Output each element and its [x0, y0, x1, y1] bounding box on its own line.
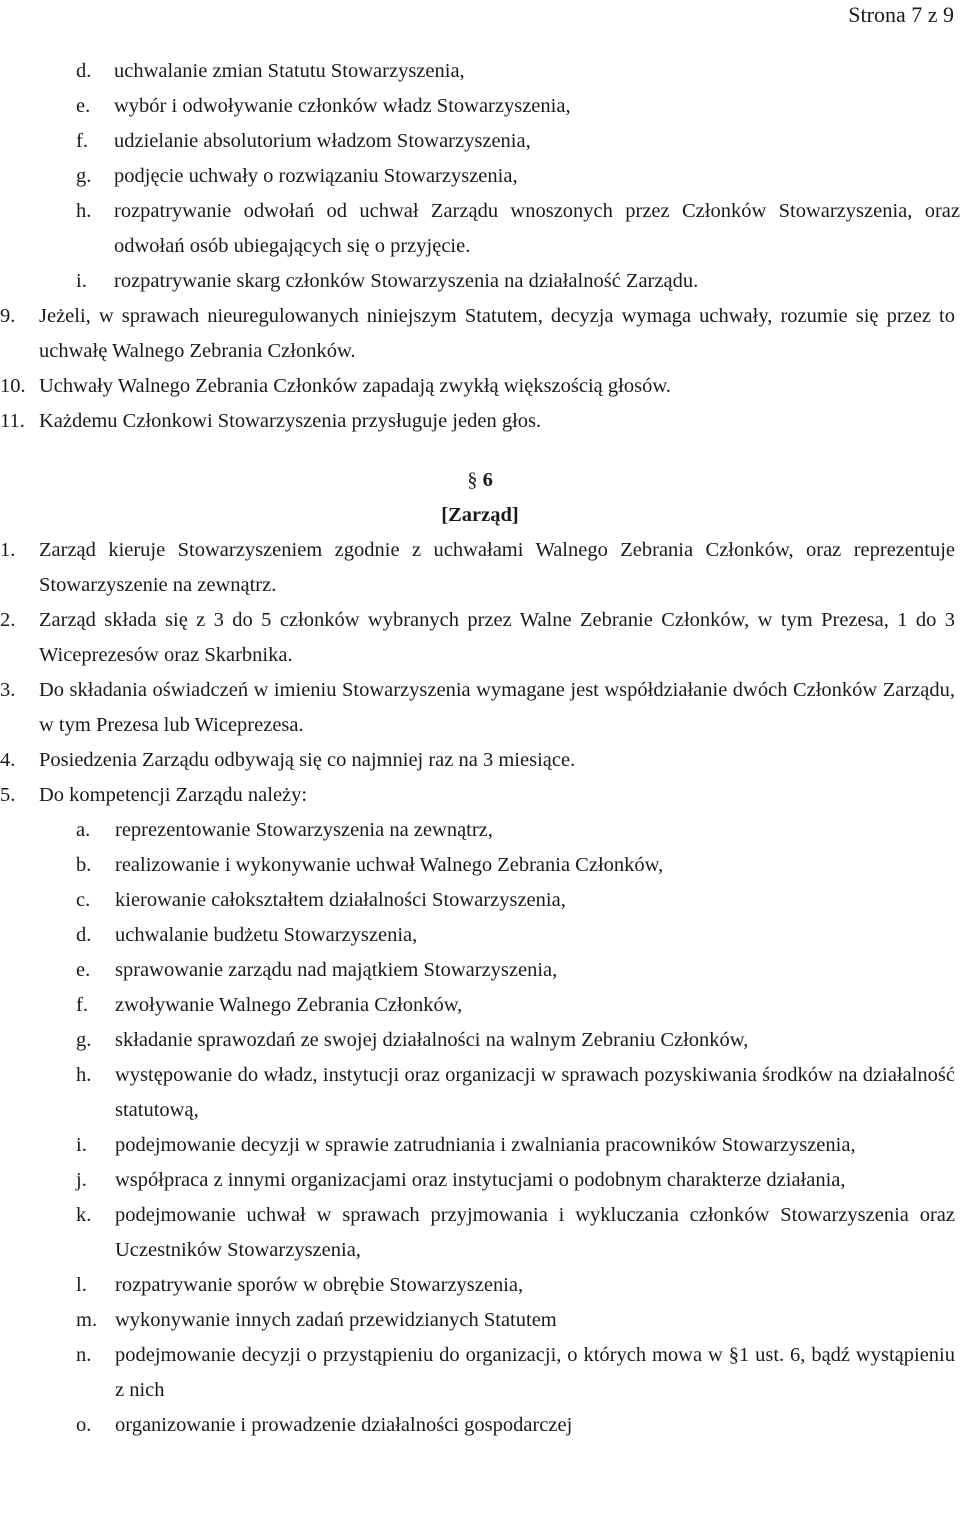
item-letter: m. [76, 1309, 98, 1331]
item-text: podejmowanie decyzji w sprawie zatrudniania i zwalniania pracowników Stowarzyszenia, [115, 1134, 856, 1156]
list-item [76, 953, 955, 988]
list-item [76, 1303, 955, 1338]
item-text: Jeżeli, w sprawach nieuregulowanych niniejszym Statutem, decyzja wymaga uchwały, rozumie się przez to uchwałę Walnego Zebrania Członków. [39, 305, 955, 362]
item-number: 9. [0, 305, 16, 327]
item-text: podejmowanie decyzji o przystąpieniu do organizacji, o których mowa w §1 ust. 6, bądź wystąpieniu z nich [115, 1344, 955, 1401]
item-letter: e. [76, 95, 91, 117]
item-text: realizowanie i wykonywanie uchwał Walnego Zebrania Członków, [115, 854, 664, 876]
item-text: podjęcie uchwały o rozwiązaniu Stowarzyszenia, [114, 165, 518, 187]
item-letter: o. [76, 1414, 92, 1436]
item-letter: g. [76, 165, 92, 187]
item-letter: e. [76, 959, 91, 981]
list-item [76, 124, 960, 159]
list-item [76, 264, 960, 299]
section-heading [0, 463, 960, 533]
numbered-item [0, 743, 955, 778]
numbered-item [0, 533, 955, 603]
competence-list [76, 813, 955, 1443]
item-text: Do kompetencji Zarządu należy: [39, 784, 308, 806]
list-item [76, 159, 960, 194]
item-letter: n. [76, 1344, 92, 1366]
list-item [76, 918, 955, 953]
list-item [76, 883, 955, 918]
item-number: 2. [0, 609, 16, 631]
list-item [76, 1268, 955, 1303]
list-item [76, 54, 960, 89]
item-letter: i. [76, 270, 87, 292]
item-number: 4. [0, 749, 16, 771]
item-text: organizowanie i prowadzenie działalności gospodarczej [115, 1414, 573, 1436]
numbered-item [0, 603, 955, 673]
numbered-item [0, 404, 955, 439]
item-number: 3. [0, 679, 16, 701]
numbered-item [0, 369, 955, 404]
list-item [76, 1128, 955, 1163]
item-text: Uchwały Walnego Zebrania Członków zapadają zwykłą większością głosów. [39, 375, 671, 397]
item-letter: a. [76, 819, 91, 841]
numbered-item [0, 778, 955, 813]
item-text: składanie sprawozdań ze swojej działalności na walnym Zebraniu Członków, [115, 1029, 749, 1051]
section-number [0, 463, 960, 498]
item-text: uchwalanie zmian Statutu Stowarzyszenia, [114, 60, 465, 82]
item-number: 5. [0, 784, 16, 806]
section-symbol: § [467, 469, 478, 491]
top-letter-list [76, 54, 960, 299]
item-text: Każdemu Członkowi Stowarzyszenia przysługuje jeden głos. [39, 410, 542, 432]
list-item [76, 848, 955, 883]
item-text: udzielanie absolutorium władzom Stowarzyszenia, [114, 130, 531, 152]
list-item [76, 1338, 955, 1408]
item-letter: l. [76, 1274, 87, 1296]
section-title: [Zarząd] [441, 504, 519, 526]
item-text: Posiedzenia Zarządu odbywają się co najmniej raz na 3 miesiące. [39, 749, 576, 771]
item-text: podejmowanie uchwał w sprawach przyjmowania i wykluczania członków Stowarzyszenia oraz Uczestników Stowarzyszenia, [115, 1204, 955, 1261]
item-letter: d. [76, 60, 92, 82]
item-text: rozpatrywanie sporów w obrębie Stowarzyszenia, [115, 1274, 524, 1296]
item-text: kierowanie całokształtem działalności Stowarzyszenia, [115, 889, 566, 911]
item-letter: h. [76, 1064, 92, 1086]
item-letter: i. [76, 1134, 87, 1156]
item-letter: k. [76, 1204, 92, 1226]
item-text: Zarząd kieruje Stowarzyszeniem zgodnie z uchwałami Walnego Zebrania Członków, oraz reprezentuje Stowarzyszenie na zewnątrz. [39, 539, 955, 596]
item-text: Do składania oświadczeń w imieniu Stowarzyszenia wymagane jest współdziałanie dwóch Członków Zarządu, w tym Prezesa lub Wiceprezesa. [39, 679, 955, 736]
list-item [76, 194, 960, 264]
item-letter: b. [76, 854, 92, 876]
item-text: zwoływanie Walnego Zebrania Członków, [115, 994, 463, 1016]
item-text: wykonywanie innych zadań przewidzianych Statutem [115, 1309, 557, 1331]
item-text: uchwalanie budżetu Stowarzyszenia, [115, 924, 418, 946]
item-letter: h. [76, 200, 92, 222]
document-body [0, 54, 960, 1443]
item-text: sprawowanie zarządu nad majątkiem Stowarzyszenia, [115, 959, 558, 981]
list-item [76, 1023, 955, 1058]
item-text: rozpatrywanie skarg członków Stowarzyszenia na działalność Zarządu. [114, 270, 699, 292]
item-letter: f. [76, 130, 88, 152]
item-number: 10. [0, 375, 26, 397]
list-item [76, 1058, 955, 1128]
list-item [76, 89, 960, 124]
page-number: Strona 7 z 9 [848, 2, 954, 27]
item-text: wybór i odwoływanie członków władz Stowarzyszenia, [114, 95, 571, 117]
item-letter: g. [76, 1029, 92, 1051]
list-item [76, 988, 955, 1023]
item-number: 1. [0, 539, 16, 561]
item-text: rozpatrywanie odwołań od uchwał Zarządu wnoszonych przez Członków Stowarzyszenia, oraz odwołań osób ubiegających się o przyjęcie. [114, 200, 960, 257]
item-text: współpraca z innymi organizacjami oraz instytucjami o podobnym charakterze działania, [115, 1169, 846, 1191]
item-letter: c. [76, 889, 91, 911]
item-text: reprezentowanie Stowarzyszenia na zewnątrz, [115, 819, 493, 841]
numbered-item [0, 299, 955, 369]
item-number: 11. [0, 410, 25, 432]
item-text: występowanie do władz, instytucji oraz organizacji w sprawach pozyskiwania środków na działalność statutową, [115, 1064, 955, 1121]
list-item [76, 813, 955, 848]
item-letter: f. [76, 994, 88, 1016]
item-letter: d. [76, 924, 92, 946]
list-item [76, 1198, 955, 1268]
section-number-value: 6 [482, 469, 493, 491]
numbered-item [0, 673, 955, 743]
item-text: Zarząd składa się z 3 do 5 członków wybranych przez Walne Zebranie Członków, w tym Prezesa, 1 do 3 Wiceprezesów oraz Skarbnika. [39, 609, 955, 666]
list-item [76, 1163, 955, 1198]
item-letter: j. [76, 1169, 87, 1191]
list-item [76, 1408, 955, 1443]
